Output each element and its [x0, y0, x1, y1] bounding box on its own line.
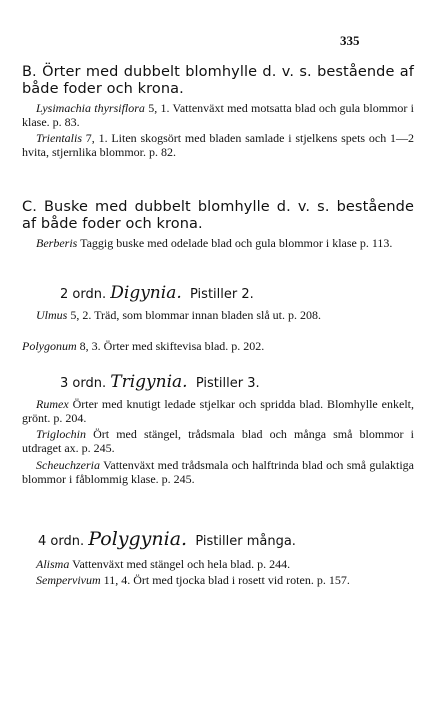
order-heading-trigynia [60, 372, 260, 392]
entry-ulmus [22, 308, 414, 322]
entry-text: Vattenväxt med stängel och hela blad. p. 244. [69, 557, 291, 571]
entry-text: 5, 2. Träd, som blommar innan bladen slå ut. p. 208. [67, 308, 321, 322]
section-b-heading: B. Örter med dubbelt blomhylle d. v. s. bestående af både foder och krona. [22, 64, 414, 97]
genus-name: Scheuchzeria [36, 458, 100, 472]
entry-text: 5, 1. Vattenväxt med motsatta blad och gula blommor i klase. p. 83. [22, 101, 414, 130]
order-heading-digynia [60, 283, 254, 303]
entry-text: 7, 1. Liten skogsört med bladen samlade i stjelkens spets och 1—2 hvita, stjernlika blommor. p. 82. [22, 131, 414, 160]
entry-text: Örter med knutigt ledade stjelkar och spridda blad. Blomhylle enkelt, grönt. p. 204. [22, 397, 414, 426]
entry-rumex [22, 397, 414, 426]
entry-alisma [22, 557, 414, 571]
page-number: 335 [340, 33, 360, 48]
order-name: Polygynia. [88, 528, 188, 550]
entry-lysimachia [22, 101, 414, 130]
entry-polygonum [22, 339, 414, 353]
order-suffix: Pistiller 3. [195, 376, 260, 391]
entry-trientalis [22, 131, 414, 160]
genus-name: Berberis [36, 236, 78, 250]
genus-name: Lysimachia thyrsiflora [36, 101, 145, 115]
entry-text: 11, 4. Ört med tjocka blad i rosett vid roten. p. 157. [100, 573, 350, 587]
genus-name: Sempervivum [36, 573, 101, 587]
order-name: Trigynia. [110, 372, 188, 392]
genus-name: Triglochin [36, 427, 87, 441]
genus-name: Rumex [36, 397, 69, 411]
genus-name: Ulmus [36, 308, 68, 322]
entry-sempervivum [22, 573, 414, 587]
order-heading-polygynia [38, 528, 296, 550]
genus-name: Alisma [36, 557, 70, 571]
entry-text: Vattenväxt med trådsmala och halftrinda blad och små gulaktiga blommor i fåblommig klase. p. 245. [22, 458, 414, 487]
entry-text: Ört med stängel, trådsmala blad och många små blommor i utdraget ax. p. 245. [22, 427, 414, 456]
order-prefix: 3 ordn. [60, 376, 107, 391]
order-name: Digynia. [110, 283, 182, 303]
order-prefix: 4 ordn. [38, 534, 85, 549]
genus-name: Trientalis [36, 131, 83, 145]
order-suffix: Pistiller 2. [190, 287, 254, 302]
entry-berberis [22, 236, 414, 250]
entry-text: Taggig buske med odelade blad och gula blommor i klase p. 113. [77, 236, 393, 250]
section-c-heading: C. Buske med dubbelt blomhylle d. v. s. bestående af både foder och krona. [22, 199, 414, 232]
genus-name: Polygonum [22, 339, 77, 353]
entry-text: 8, 3. Örter med skiftevisa blad. p. 202. [76, 339, 265, 353]
entry-scheuchzeria [22, 458, 414, 487]
order-prefix: 2 ordn. [60, 287, 107, 302]
order-suffix: Pistiller många. [195, 534, 296, 549]
entry-triglochin [22, 427, 414, 456]
